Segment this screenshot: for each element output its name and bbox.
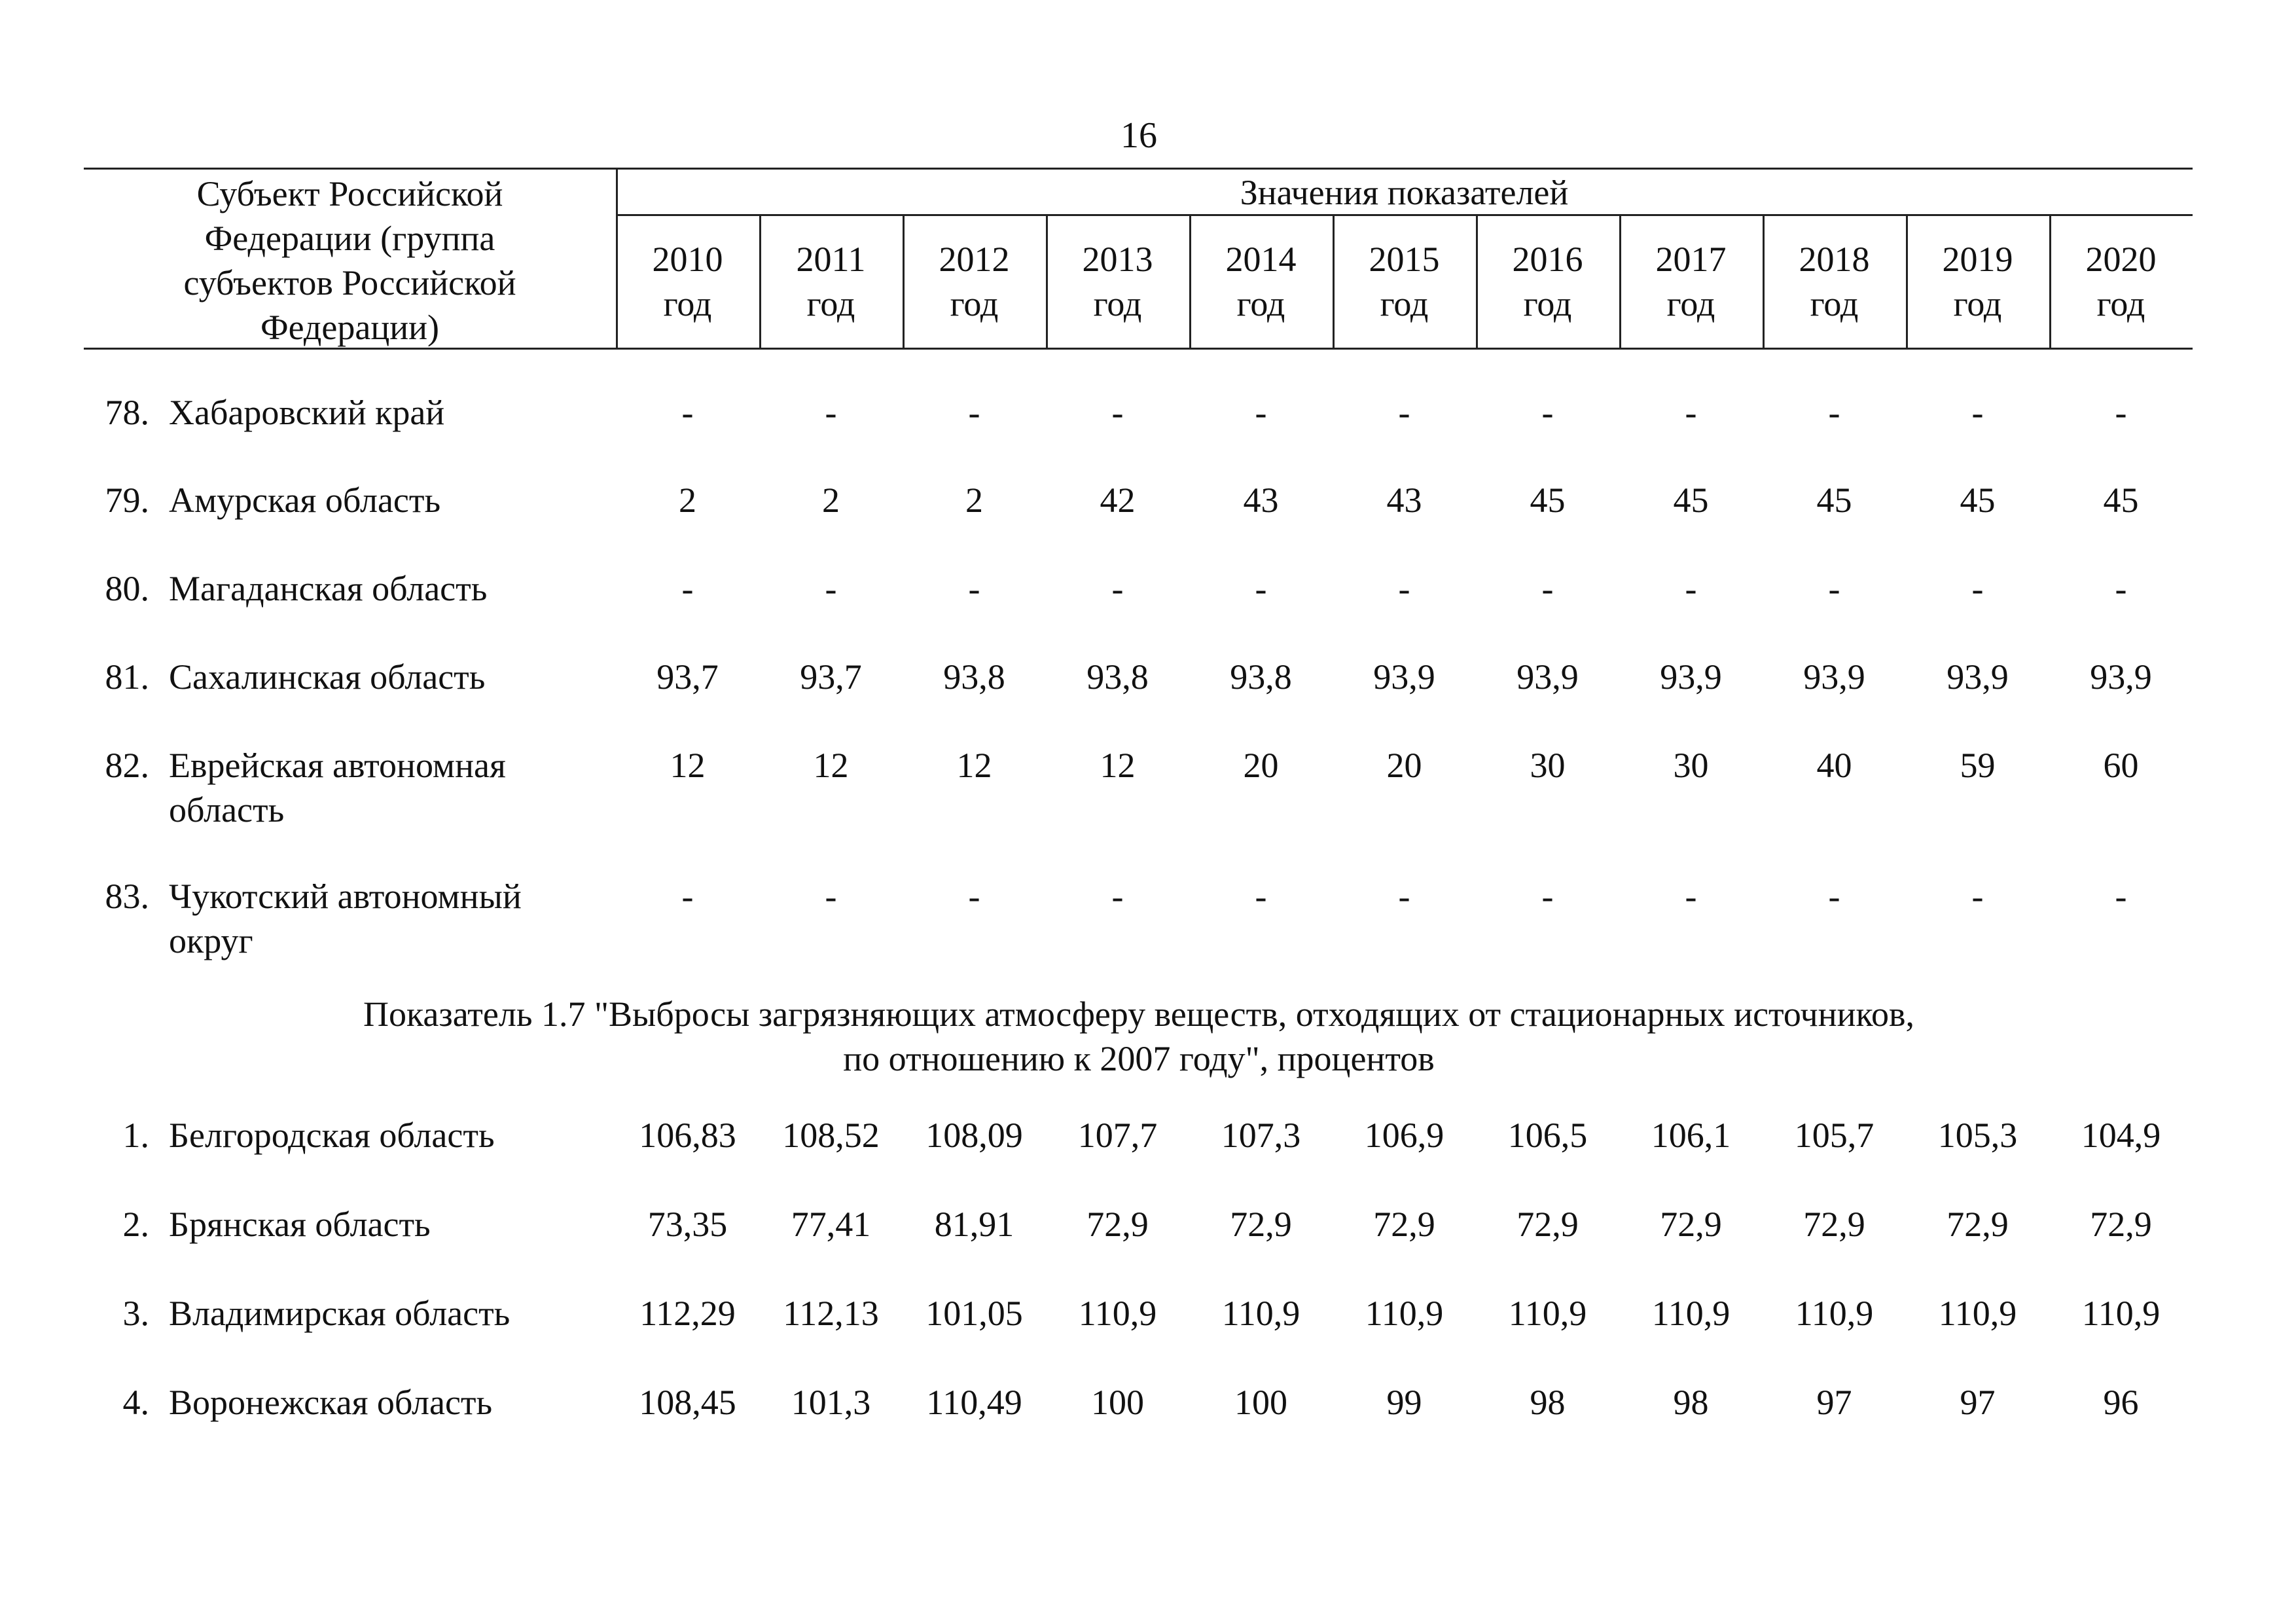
table-cell: 108,52 bbox=[782, 1116, 880, 1155]
header-year-suffix: год bbox=[1380, 284, 1429, 323]
table-cell: - bbox=[2115, 877, 2127, 916]
table-cell: - bbox=[968, 569, 980, 608]
table-cell: 106,1 bbox=[1651, 1116, 1731, 1155]
section-title-line: Показатель 1.7 "Выбросы загрязняющих атмосферу веществ, отходящих от стационарных источников, bbox=[363, 994, 1914, 1034]
table-cell: - bbox=[1541, 393, 1554, 432]
table-cell: 42 bbox=[1100, 481, 1136, 520]
table-cell: - bbox=[1111, 393, 1124, 432]
table-cell: - bbox=[1111, 877, 1124, 916]
table-cell: 12 bbox=[956, 746, 992, 785]
header-year-suffix: год bbox=[1523, 284, 1572, 323]
table-cell: 60 bbox=[2103, 746, 2139, 785]
row-region-name bbox=[169, 655, 588, 699]
header-year-2015 bbox=[1333, 237, 1476, 326]
row-number: 4. bbox=[122, 1383, 149, 1422]
row-region-name bbox=[169, 1202, 588, 1247]
row-region-name-line: Владимирская область bbox=[169, 1294, 511, 1333]
table-cell: 72,9 bbox=[1086, 1205, 1149, 1244]
table-cell: - bbox=[1398, 569, 1410, 608]
header-year-2013 bbox=[1046, 237, 1189, 326]
table-cell: 45 bbox=[1960, 481, 1996, 520]
table-cell: 100 bbox=[1234, 1383, 1287, 1422]
header-year-label: 2013 bbox=[1082, 240, 1153, 279]
table-cell: 101,3 bbox=[791, 1383, 871, 1422]
row-region-name bbox=[169, 566, 588, 611]
header-subject-line: субъектов Российской bbox=[183, 263, 516, 302]
header-subject-line: Федерации) bbox=[260, 308, 439, 347]
table-cell: 110,9 bbox=[1651, 1294, 1731, 1333]
row-region-name-line: Чукотский автономный bbox=[169, 877, 522, 916]
row-number: 82. bbox=[105, 746, 149, 785]
table-cell: 110,9 bbox=[1221, 1294, 1300, 1333]
table-cell: 93,8 bbox=[943, 657, 1005, 697]
header-year-2018 bbox=[1763, 237, 1906, 326]
table-cell: - bbox=[825, 569, 837, 608]
table-cell: 81,91 bbox=[934, 1205, 1014, 1244]
table-cell: 72,9 bbox=[1516, 1205, 1579, 1244]
table-cell: 107,7 bbox=[1077, 1116, 1158, 1155]
header-year-label: 2020 bbox=[2085, 240, 2157, 279]
table-cell: 110,9 bbox=[1365, 1294, 1444, 1333]
row-region-name bbox=[169, 743, 588, 832]
header-year-2017 bbox=[1619, 237, 1763, 326]
table-cell: 112,13 bbox=[783, 1294, 879, 1333]
table-cell: 93,8 bbox=[1230, 657, 1292, 697]
table-cell: 20 bbox=[1386, 746, 1422, 785]
row-number: 81. bbox=[105, 657, 149, 697]
table-cell: 99 bbox=[1386, 1383, 1422, 1422]
table-cell: 2 bbox=[965, 481, 983, 520]
table-cell: 108,09 bbox=[925, 1116, 1023, 1155]
header-year-label: 2018 bbox=[1799, 240, 1870, 279]
section-title bbox=[0, 992, 2278, 1081]
row-region-name-line: область bbox=[169, 790, 285, 830]
row-region-name-line: Хабаровский край bbox=[169, 393, 445, 432]
table-cell: - bbox=[1398, 877, 1410, 916]
row-region-name-line: Еврейская автономная bbox=[169, 746, 506, 785]
header-year-label: 2010 bbox=[652, 240, 723, 279]
row-region-name bbox=[169, 1291, 588, 1336]
header-year-suffix: год bbox=[1093, 284, 1142, 323]
row-region-name-line: Магаданская область bbox=[169, 569, 488, 608]
table-cell: 105,3 bbox=[1937, 1116, 2018, 1155]
table-cell: 98 bbox=[1673, 1383, 1709, 1422]
table-cell: 45 bbox=[1530, 481, 1566, 520]
table-cell: 93,9 bbox=[1373, 657, 1435, 697]
table-cell: - bbox=[2115, 569, 2127, 608]
header-year-2016 bbox=[1476, 237, 1619, 326]
section-title-line: по отношению к 2007 году", процентов bbox=[843, 1039, 1435, 1078]
row-region-name-line: Амурская область bbox=[169, 481, 441, 520]
table-cell: 104,9 bbox=[2081, 1116, 2161, 1155]
table-cell: 112,29 bbox=[639, 1294, 736, 1333]
table-cell: - bbox=[1971, 393, 1984, 432]
table-cell: 20 bbox=[1243, 746, 1279, 785]
table-cell: 93,8 bbox=[1086, 657, 1149, 697]
table-cell: 72,9 bbox=[1946, 1205, 2009, 1244]
table-cell: 2 bbox=[679, 481, 696, 520]
header-year-suffix: год bbox=[1236, 284, 1285, 323]
table-cell: - bbox=[1255, 569, 1267, 608]
table-cell: 2 bbox=[822, 481, 840, 520]
table-cell: 93,7 bbox=[800, 657, 862, 697]
table-cell: - bbox=[1685, 877, 1697, 916]
table-cell: 106,5 bbox=[1507, 1116, 1588, 1155]
row-region-name-line: округ bbox=[169, 921, 253, 960]
row-number: 78. bbox=[105, 393, 149, 432]
table-cell: 108,45 bbox=[639, 1383, 736, 1422]
table-cell: - bbox=[968, 877, 980, 916]
table-cell: 93,9 bbox=[2090, 657, 2152, 697]
header-year-suffix: год bbox=[1810, 284, 1859, 323]
table-cell: 72,9 bbox=[2090, 1205, 2152, 1244]
row-region-name bbox=[169, 1113, 588, 1158]
header-year-label: 2012 bbox=[939, 240, 1010, 279]
table-cell: - bbox=[1971, 877, 1984, 916]
table-cell: 93,9 bbox=[1516, 657, 1579, 697]
table-cell: 72,9 bbox=[1660, 1205, 1722, 1244]
table-cell: 106,83 bbox=[639, 1116, 736, 1155]
table-cell: 110,49 bbox=[926, 1383, 1022, 1422]
row-region-name bbox=[169, 478, 588, 522]
row-region-name bbox=[169, 874, 588, 963]
header-year-label: 2017 bbox=[1655, 240, 1727, 279]
table-cell: 100 bbox=[1091, 1383, 1144, 1422]
table-cell: 106,9 bbox=[1364, 1116, 1444, 1155]
table-cell: 59 bbox=[1960, 746, 1996, 785]
table-cell: - bbox=[681, 877, 694, 916]
header-year-suffix: год bbox=[1666, 284, 1715, 323]
header-year-2014 bbox=[1189, 237, 1333, 326]
table-cell: 12 bbox=[813, 746, 849, 785]
row-number: 1. bbox=[122, 1116, 149, 1155]
header-year-suffix: год bbox=[806, 284, 855, 323]
header-year-suffix: год bbox=[663, 284, 712, 323]
table-cell: 45 bbox=[1816, 481, 1852, 520]
row-number: 2. bbox=[122, 1205, 149, 1244]
header-subject-line: Субъект Российской bbox=[196, 174, 503, 213]
table-cell: - bbox=[1828, 393, 1840, 432]
table-cell: - bbox=[1255, 393, 1267, 432]
table-cell: 43 bbox=[1386, 481, 1422, 520]
table-cell: 73,35 bbox=[647, 1205, 728, 1244]
table-cell: - bbox=[825, 877, 837, 916]
table-cell: 93,7 bbox=[656, 657, 719, 697]
row-number: 3. bbox=[122, 1294, 149, 1333]
header-year-suffix: год bbox=[950, 284, 999, 323]
table-cell: 30 bbox=[1673, 746, 1709, 785]
table-cell: 97 bbox=[1816, 1383, 1852, 1422]
table-cell: - bbox=[2115, 393, 2127, 432]
table-cell: - bbox=[825, 393, 837, 432]
header-year-2012 bbox=[903, 237, 1046, 326]
table-cell: - bbox=[1828, 877, 1840, 916]
header-values-title: Значения показателей bbox=[1240, 173, 1569, 212]
row-number: 80. bbox=[105, 569, 149, 608]
table-cell: - bbox=[968, 393, 980, 432]
table-cell: - bbox=[1685, 393, 1697, 432]
header-year-suffix: год bbox=[2096, 284, 2145, 323]
table-cell: 101,05 bbox=[925, 1294, 1023, 1333]
header-year-label: 2011 bbox=[796, 240, 866, 279]
table-cell: 98 bbox=[1530, 1383, 1566, 1422]
table-cell: - bbox=[1111, 569, 1124, 608]
row-number: 83. bbox=[105, 877, 149, 916]
table-cell: 72,9 bbox=[1230, 1205, 1292, 1244]
table-cell: 30 bbox=[1530, 746, 1566, 785]
row-region-name-line: Воронежская область bbox=[169, 1383, 493, 1422]
header-year-label: 2015 bbox=[1369, 240, 1440, 279]
table-cell: 12 bbox=[670, 746, 706, 785]
table-cell: 93,9 bbox=[1803, 657, 1865, 697]
table-cell: 107,3 bbox=[1221, 1116, 1301, 1155]
table-cell: - bbox=[1398, 393, 1410, 432]
table-top-rule bbox=[84, 168, 2193, 170]
header-year-label: 2019 bbox=[1942, 240, 2013, 279]
table-cell: - bbox=[1541, 877, 1554, 916]
table-cell: 110,9 bbox=[2081, 1294, 2161, 1333]
header-year-label: 2014 bbox=[1225, 240, 1297, 279]
header-year-2010 bbox=[616, 237, 759, 326]
page-number: 16 bbox=[1121, 115, 1157, 156]
row-region-name-line: Белгородская область bbox=[169, 1116, 495, 1155]
header-year-label: 2016 bbox=[1512, 240, 1583, 279]
header-year-2019 bbox=[1906, 237, 2049, 326]
table-cell: 110,9 bbox=[1938, 1294, 2017, 1333]
table-cell: - bbox=[681, 569, 694, 608]
table-cell: 45 bbox=[2103, 481, 2139, 520]
header-subject bbox=[84, 172, 616, 350]
table-cell: 12 bbox=[1100, 746, 1136, 785]
table-cell: 72,9 bbox=[1803, 1205, 1865, 1244]
table-cell: 45 bbox=[1673, 481, 1709, 520]
header-year-suffix: год bbox=[1953, 284, 2002, 323]
table-cell: 40 bbox=[1816, 746, 1852, 785]
table-cell: 43 bbox=[1243, 481, 1279, 520]
table-cell: 110,9 bbox=[1508, 1294, 1587, 1333]
row-region-name-line: Сахалинская область bbox=[169, 657, 486, 697]
table-cell: 93,9 bbox=[1946, 657, 2009, 697]
row-region-name-line: Брянская область bbox=[169, 1205, 431, 1244]
row-number: 79. bbox=[105, 481, 149, 520]
table-cell: 77,41 bbox=[791, 1205, 871, 1244]
table-cell: 93,9 bbox=[1660, 657, 1722, 697]
row-region-name bbox=[169, 1380, 588, 1425]
table-cell: 96 bbox=[2103, 1383, 2139, 1422]
table-cell: 110,9 bbox=[1795, 1294, 1874, 1333]
table-cell: - bbox=[1541, 569, 1554, 608]
header-year-2011 bbox=[759, 237, 903, 326]
table-cell: 97 bbox=[1960, 1383, 1996, 1422]
table-cell: - bbox=[1828, 569, 1840, 608]
table-cell: - bbox=[1255, 877, 1267, 916]
table-cell: - bbox=[1971, 569, 1984, 608]
header-year-2020 bbox=[2049, 237, 2193, 326]
table-cell: 110,9 bbox=[1078, 1294, 1157, 1333]
table-cell: - bbox=[681, 393, 694, 432]
row-region-name bbox=[169, 390, 588, 435]
header-subject-line: Федерации (группа bbox=[204, 219, 495, 258]
table-cell: 72,9 bbox=[1373, 1205, 1435, 1244]
table-cell: - bbox=[1685, 569, 1697, 608]
table-cell: 105,7 bbox=[1794, 1116, 1874, 1155]
